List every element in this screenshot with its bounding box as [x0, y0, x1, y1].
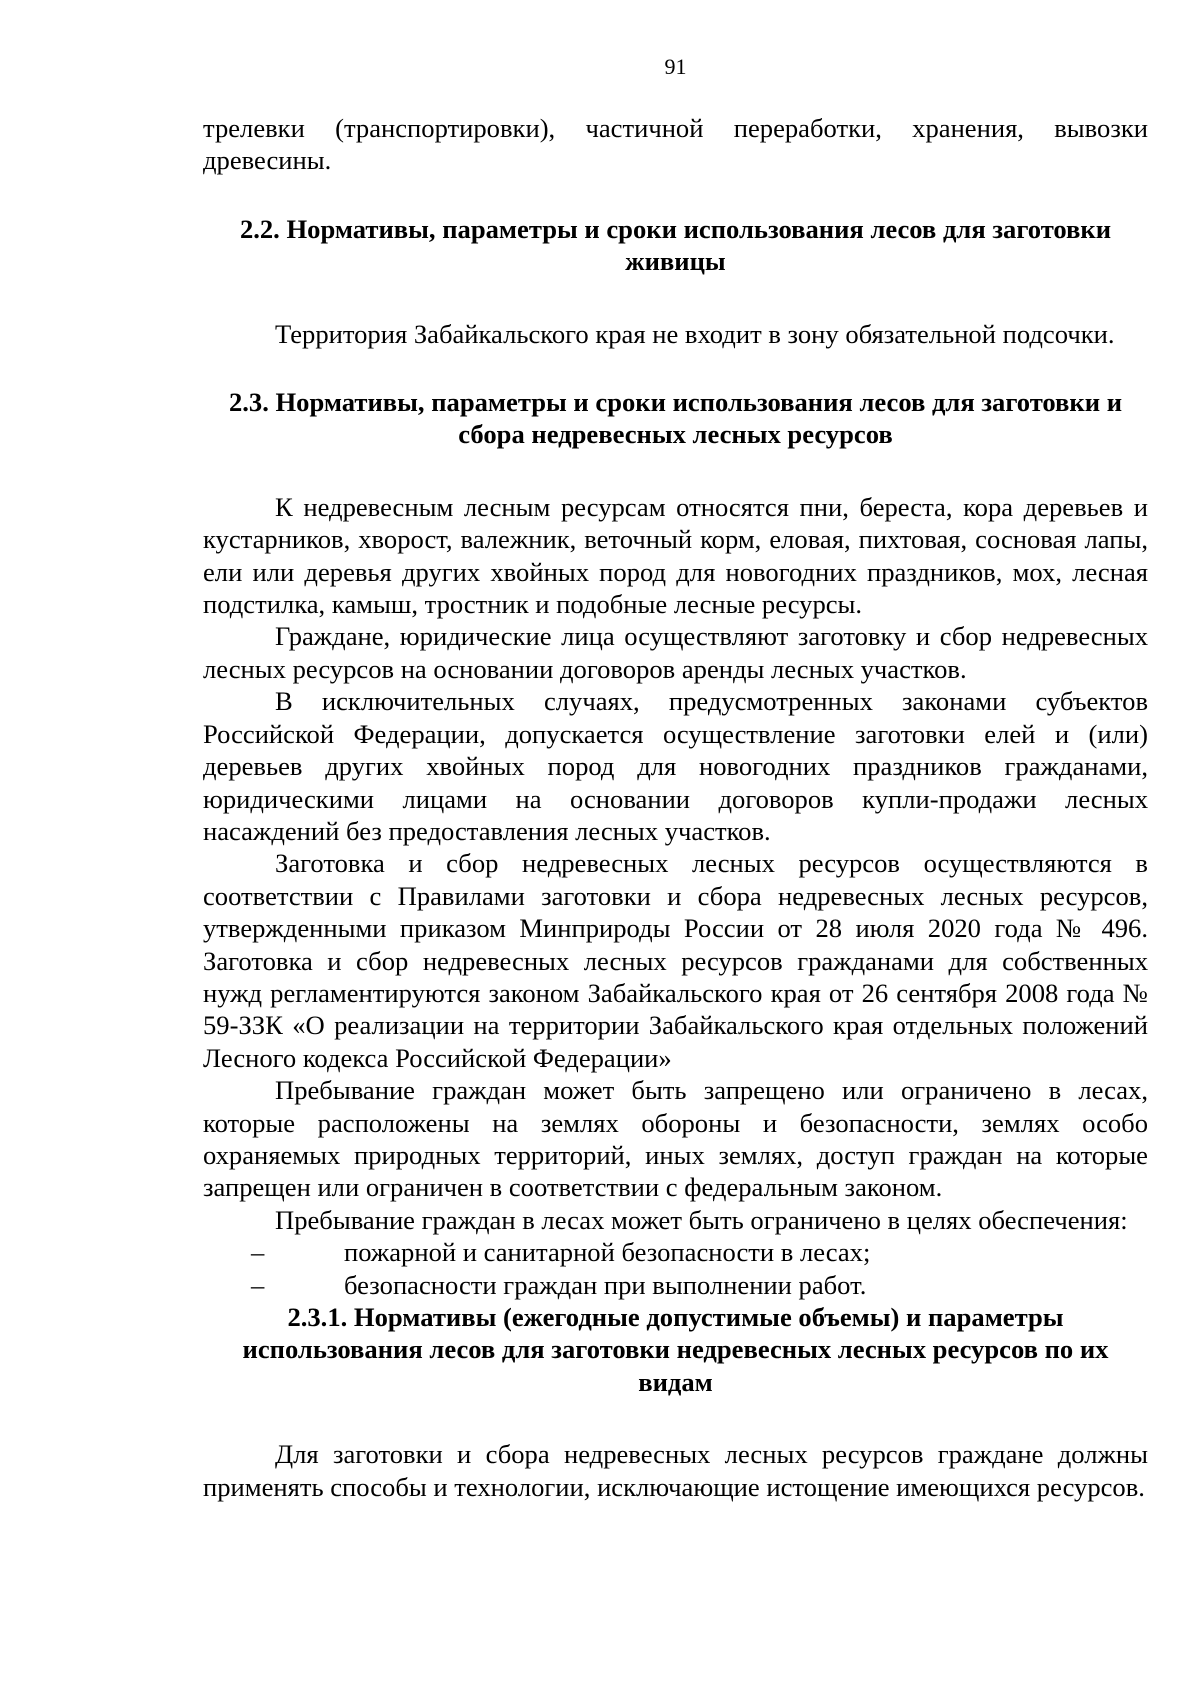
page-number: 91: [664, 54, 687, 79]
list-item-text: безопасности граждан при выполнении работ.: [344, 1269, 867, 1300]
page-content: [203, 112, 1148, 1503]
list-dash: –: [251, 1237, 265, 1268]
paragraph-2-2: Территория Забайкальского края не входит в зону обязательной подсочки.: [275, 318, 1115, 349]
list-item: [203, 1236, 1148, 1268]
paragraph-harvesting-rules: Заготовка и сбор недревесных лесных ресурсов осуществляются в соответствии с Правилами заготовки и сбора недревесных лесных ресурсов, утвержденными приказом Минприроды России от 28 июля 2020 года № 496. Заготовка и сбор недревесных лесных ресурсов гражданами для собственных нужд регламентируются законом Забайкальского края от 26 сентября 2008 года № 59-ЗЗК «О реализации на территории Забайкальского края отдельных положений Лесного кодекса Российской Федерации»: [203, 848, 1148, 1073]
heading-2-2: 2.2. Нормативы, параметры и сроки использования лесов для заготовки живицы: [239, 213, 1112, 277]
list-item: [203, 1269, 1148, 1301]
paragraph-stay-prohibited: Пребывание граждан может быть запрещено или ограничено в лесах, которые расположены на землях обороны и безопасности, землях особо охраняемых природных территорий, иных землях, доступ граждан на которые запрещен или ограничен в соответствии с федеральным законом.: [203, 1075, 1148, 1203]
paragraph-lease-agreements: Граждане, юридические лица осуществляют заготовку и сбор недревесных лесных ресурсов на основании договоров аренды лесных участков.: [203, 621, 1148, 684]
paragraph-non-timber-resources: К недревесным лесным ресурсам относятся пни, береста, кора деревьев и кустарников, хворост, валежник, веточный корм, еловая, пихтовая, сосновая лапы, ели или деревья других хвойных пород для новогодних праздников, мох, лесная подстилка, камыш, тростник и подобные лесные ресурсы.: [203, 491, 1148, 620]
paragraph-2-3-1: Для заготовки и сбора недревесных лесных ресурсов граждане должны применять способы и технологии, исключающие истощение имеющихся ресурсов.: [203, 1439, 1148, 1502]
list-item-text: пожарной и санитарной безопасности в лесах;: [344, 1237, 871, 1268]
heading-2-3: 2.3. Нормативы, параметры и сроки использования лесов для заготовки и сбора недревесных лесных ресурсов: [228, 387, 1123, 450]
paragraph-stay-limited: Пребывание граждан в лесах может быть ограничено в целях обеспечения:: [275, 1204, 1128, 1235]
heading-2-3-1: 2.3.1. Нормативы (ежегодные допустимые объемы) и параметры использования лесов для заготовки недревесных лесных ресурсов по их видам: [242, 1302, 1109, 1397]
intro-paragraph-tail: трелевки (транспортировки), частичной переработки, хранения, вывозки древесины.: [203, 113, 1148, 176]
paragraph-exceptional-cases: В исключительных случаях, предусмотренных законами субъектов Российской Федерации, допускается осуществление заготовки елей и (или) деревьев других хвойных пород для новогодних праздников гражданами, юридическими лицами на основании договоров купли-продажи лесных насаждений без предоставления лесных участков.: [203, 686, 1148, 846]
list-dash: –: [251, 1269, 265, 1300]
